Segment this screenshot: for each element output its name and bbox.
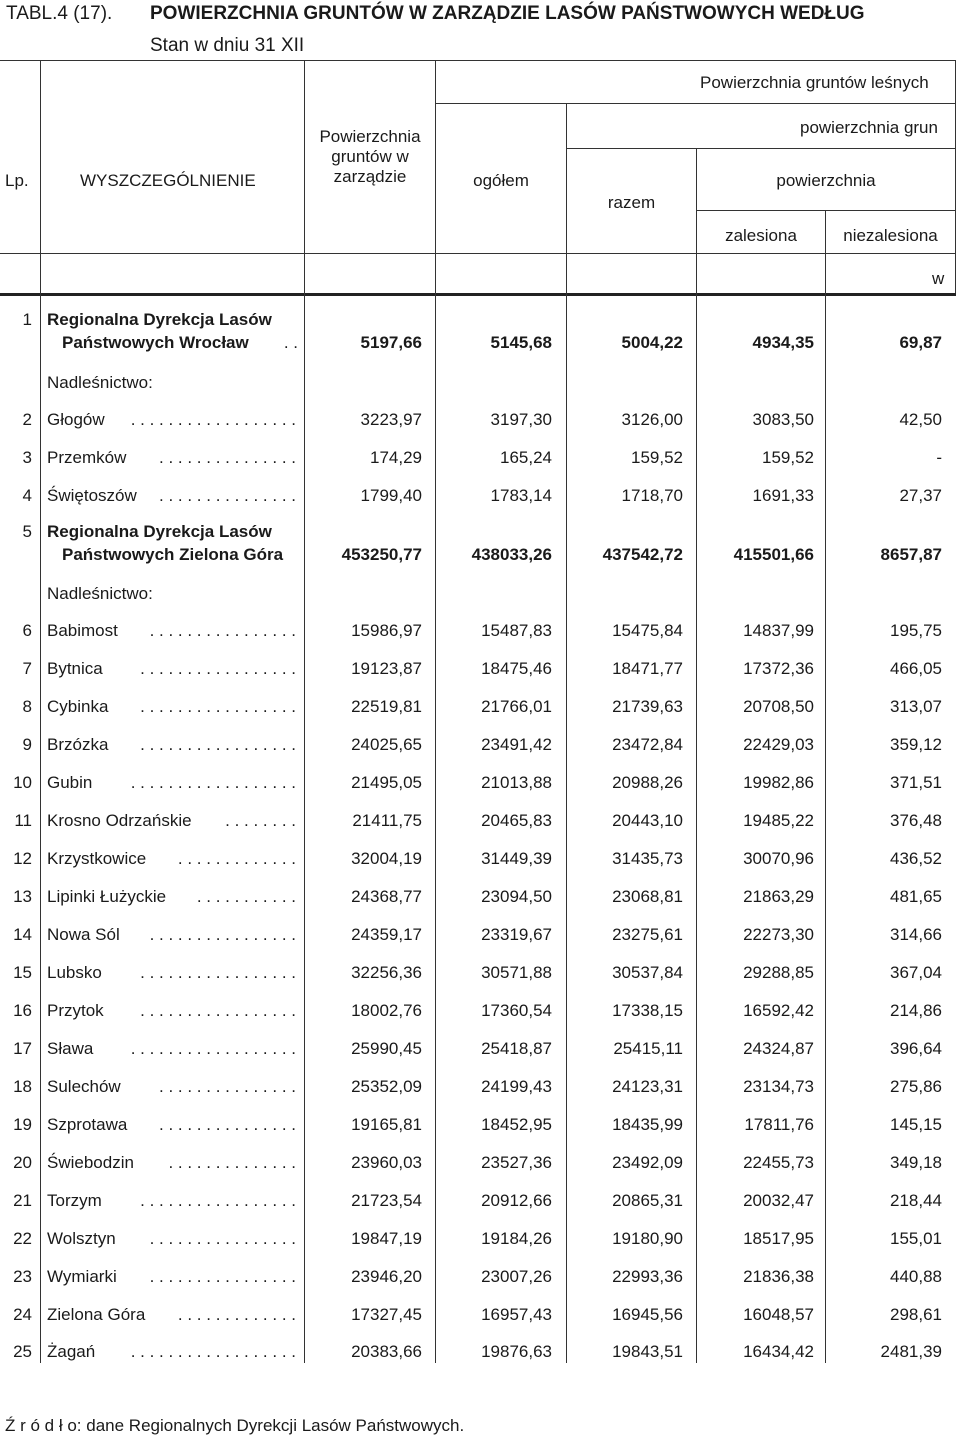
row-leader-dots: . . . . . . . . [225,811,296,830]
header-rule-bottom [0,253,956,254]
table-row [0,1153,960,1175]
row-lp: 23 [13,1267,32,1286]
cell-c3: 20443,10 [612,811,683,830]
cell-c5: 396,64 [890,1039,942,1058]
cell-c5: 8657,87 [880,545,942,564]
header-pow-grun: powierzchnia grun [800,118,938,137]
cell-c4: 18517,95 [743,1229,814,1248]
row-lp: 21 [13,1191,32,1210]
cell-c2: 23527,36 [481,1153,552,1172]
cell-c5: 371,51 [890,773,942,792]
row-leader-dots: . . . . . . . . . . . . . . . . [149,1229,296,1248]
row-leader-dots: . . . . . . . . . . . . . [177,849,296,868]
header-rule-grun [566,148,956,149]
row-lp: 14 [13,925,32,944]
row-lp: 25 [13,1342,32,1361]
cell-c5: 145,15 [890,1115,942,1134]
cell-c3: 20988,26 [612,773,683,792]
cell-c2: 31449,39 [481,849,552,868]
cell-c1: 19847,19 [351,1229,422,1248]
header-razem: razem [607,193,656,212]
cell-c3: 30537,84 [612,963,683,982]
header-top-rule [0,60,956,61]
cell-c1: 23946,20 [351,1267,422,1286]
cell-c1: 21723,54 [351,1191,422,1210]
cell-c1: 32004,19 [351,849,422,868]
row-lp: 1 [22,310,32,329]
header-zarzadzie-line2: gruntów w [331,147,409,166]
cell-c2: 15487,83 [481,621,552,640]
row-leader-dots: . . . . . . . . . . . . . . [168,1153,296,1172]
table-row [0,410,960,432]
cell-c2: 23491,42 [481,735,552,754]
cell-c3: 21739,63 [612,697,683,716]
header-rule-thick [0,293,956,296]
cell-c5: 436,52 [890,849,942,868]
table-row [0,1001,960,1023]
header-powierzchnia: powierzchnia [776,171,876,190]
cell-c1: 5197,66 [360,333,422,352]
row-name-line2: Państwowych Wrocław [62,333,249,352]
header-niezalesiona: niezalesiona [843,226,938,245]
row-name: Przemków [47,448,127,467]
row-lp: 20 [13,1153,32,1172]
row-name: Żagań [47,1342,96,1361]
cell-c5: 275,86 [890,1077,942,1096]
cell-c2: 16957,43 [481,1305,552,1324]
cell-c5: 359,12 [890,735,942,754]
cell-c3: 19843,51 [612,1342,683,1361]
row-lp: 4 [22,486,32,505]
row-leader-dots: . . . . . . . . . . . . . . . . . [140,1191,296,1210]
row-name: Krosno Odrzańskie [47,811,192,830]
row-lp: 16 [13,1001,32,1020]
cell-c4: 16048,57 [743,1305,814,1324]
cell-c2: 165,24 [500,448,552,467]
cell-c1: 19165,81 [351,1115,422,1134]
cell-c4: 14837,99 [743,621,814,640]
row-lp: 15 [13,963,32,982]
table-row [0,811,960,833]
cell-c2: 25418,87 [481,1039,552,1058]
row-leader-dots: . . . . . . . . . . . . . . . . . . [130,1342,296,1361]
table-row [0,486,960,508]
row-name: Wymiarki [47,1267,117,1286]
row-leader-dots: . . . . . . . . . . . . . . . . . [140,735,296,754]
cell-c1: 23960,03 [351,1153,422,1172]
row-leader-dots: . . . . . . . . . . . [196,887,296,906]
cell-c2: 23007,26 [481,1267,552,1286]
header-rule-pow [696,210,956,211]
header-zalesiona: zalesiona [725,226,797,245]
cell-c2: 438033,26 [471,545,552,564]
row-leader-dots: . . . . . . . . . . . . . . . . . [140,697,296,716]
cell-c5: 155,01 [890,1229,942,1248]
row-leader-dots: . . . . . . . . . . . . . . . . . [140,963,296,982]
row-leader-dots: . . . . . . . . . . . . . . . . . [140,659,296,678]
cell-c1: 17327,45 [351,1305,422,1324]
table-row [0,1191,960,1213]
cell-c3: 1718,70 [621,486,683,505]
cell-c2: 23319,67 [481,925,552,944]
row-name: Regionalna Dyrekcja Lasów [47,522,272,541]
row-leader-dots: . . . . . . . . . . . . . . . . [149,1267,296,1286]
cell-c4: 20708,50 [743,697,814,716]
cell-c2: 19876,63 [481,1342,552,1361]
cell-c5: 481,65 [890,887,942,906]
row-leader-dots: . . . . . . . . . . . . . . . [159,486,296,505]
cell-c3: 18435,99 [612,1115,683,1134]
table-row [0,1039,960,1061]
cell-c3: 25415,11 [613,1039,683,1058]
row-lp: 8 [22,697,32,716]
table-row [0,773,960,795]
row-name: Krzystkowice [47,849,147,868]
cell-c4: 22273,30 [743,925,814,944]
row-leader-dots: . . . . . . . . . . . . . . . [159,1077,296,1096]
row-lp: 18 [13,1077,32,1096]
header-lesnych: Powierzchnia gruntów leśnych [700,73,929,92]
cell-c4: 20032,47 [743,1191,814,1210]
row-lp: 11 [14,811,32,830]
row-name: Zielona Góra [47,1305,146,1324]
cell-c5: 69,87 [899,333,942,352]
cell-c4: 16592,42 [743,1001,814,1020]
row-name: Świętoszów [47,486,137,505]
cell-c1: 24368,77 [351,887,422,906]
row-lp: 7 [22,659,32,678]
row-name: Szprotawa [47,1115,128,1134]
cell-c1: 453250,77 [341,545,422,564]
cell-c5: 214,86 [890,1001,942,1020]
cell-c1: 19123,87 [351,659,422,678]
cell-c2: 24199,43 [481,1077,552,1096]
cell-c3: 3126,00 [621,410,683,429]
cell-c2: 20465,83 [481,811,552,830]
row-name: Regionalna Dyrekcja Lasów [47,310,272,329]
table-row [0,963,960,985]
row-name: Głogów [47,410,105,429]
cell-c5: 313,07 [890,697,942,716]
header-wyszczegolnienie: WYSZCZEGÓLNIENIE [80,171,256,190]
table-row [0,659,960,681]
row-name: Wolsztyn [47,1229,116,1248]
table-row [0,925,960,947]
row-leader-dots: . . . . . . . . . . . . . . . [159,448,296,467]
cell-c2: 19184,26 [481,1229,552,1248]
row-name: Sława [47,1039,94,1058]
header-ogolem: ogółem [473,171,529,190]
cell-c3: 31435,73 [612,849,683,868]
cell-c1: 25352,09 [351,1077,422,1096]
cell-c5: 314,66 [890,925,942,944]
cell-c4: 3083,50 [752,410,814,429]
header-rule-lesnych [435,103,956,104]
header-unit: w [932,269,945,288]
cell-c5: 42,50 [899,410,942,429]
row-lp: 9 [22,735,32,754]
header-zarzadzie-line1: Powierzchnia [319,127,421,146]
cell-c2: 21013,88 [481,773,552,792]
row-leader-dots: . . . . . . . . . . . . . . . . [149,621,296,640]
cell-c3: 437542,72 [602,545,683,564]
cell-c5: 440,88 [890,1267,942,1286]
cell-c5: 466,05 [890,659,942,678]
table-number: TABL.4 (17). [6,3,113,24]
cell-c4: 17372,36 [743,659,814,678]
cell-c2: 17360,54 [481,1001,552,1020]
source-note: Ź r ó d ł o: dane Regionalnych Dyrekcji Lasów Państwowych. [5,1416,465,1435]
cell-c3: 19180,90 [612,1229,683,1248]
row-leader-dots: . . . . . . . . . . . . . . . . . . [130,773,296,792]
cell-c3: 5004,22 [621,333,683,352]
header-lp: Lp. [5,171,29,190]
cell-c3: 17338,15 [612,1001,683,1020]
cell-c1: 24025,65 [351,735,422,754]
cell-c1: 21495,05 [351,773,422,792]
row-leader-dots: . . . . . . . . . . . . . . . . . . [130,410,296,429]
row-name: Lubsko [47,963,102,982]
row-leader-dots: . . . . . . . . . . . . . . . . . [140,1001,296,1020]
section-label: Nadleśnictwo: [47,373,153,392]
table-row [0,310,960,352]
row-leader-dots: . . . . . . . . . . . . . . . . . . [130,1039,296,1058]
header-zarzadzie-line3: zarządzie [333,167,407,186]
row-leader-dots: . . . . . . . . . . . . . . . . [149,925,296,944]
cell-c2: 1783,14 [490,486,552,505]
cell-c4: 29288,85 [743,963,814,982]
cell-c3: 16945,56 [612,1305,683,1324]
row-name: Cybinka [47,697,109,716]
row-lp: 24 [13,1305,32,1324]
row-name: Przytok [47,1001,104,1020]
cell-c3: 23492,09 [612,1153,683,1172]
cell-c1: 32256,36 [351,963,422,982]
cell-c2: 3197,30 [490,410,552,429]
cell-c3: 23275,61 [612,925,683,944]
table-row [0,1229,960,1251]
table-subtitle: Stan w dniu 31 XII [150,35,305,56]
cell-c5: - [936,448,942,467]
header-zarzadzie [305,127,435,187]
table-title: POWIERZCHNIA GRUNTÓW W ZARZĄDZIE LASÓW PAŃSTWOWYCH WEDŁUG [150,3,865,24]
cell-c1: 18002,76 [351,1001,422,1020]
cell-c1: 22519,81 [351,697,422,716]
cell-c3: 23472,84 [612,735,683,754]
row-name: Gubin [47,773,93,792]
cell-c2: 18475,46 [481,659,552,678]
table-row [0,697,960,719]
cell-c4: 4934,35 [752,333,814,352]
table-row [0,849,960,871]
table-row [0,1077,960,1099]
cell-c5: 349,18 [890,1153,942,1172]
row-lp: 22 [13,1229,32,1248]
row-name-line2: Państwowych Zielona Góra [62,545,284,564]
cell-c4: 159,52 [762,448,814,467]
row-name: Nowa Sól [47,925,120,944]
row-lp: 19 [13,1115,32,1134]
row-lp: 13 [13,887,32,906]
table-row [0,1115,960,1137]
cell-c1: 25990,45 [351,1039,422,1058]
row-leader-dots: . . . . . . . . . . . . . . . [159,1115,296,1134]
row-lp: 10 [13,773,32,792]
row-name: Babimost [47,621,118,640]
cell-c5: 195,75 [890,621,942,640]
row-name: Brzózka [47,735,109,754]
cell-c3: 20865,31 [612,1191,683,1210]
row-name: Lipinki Łużyckie [47,887,167,906]
row-leader-dots: . . [283,333,298,352]
cell-c1: 15986,97 [351,621,422,640]
table-row [0,1342,960,1364]
cell-c5: 218,44 [890,1191,942,1210]
cell-c5: 27,37 [899,486,942,505]
cell-c4: 1691,33 [752,486,814,505]
cell-c4: 16434,42 [743,1342,814,1361]
table-row [0,621,960,643]
cell-c1: 3223,97 [360,410,422,429]
cell-c3: 18471,77 [612,659,683,678]
cell-c4: 17811,76 [744,1115,814,1134]
table-row [0,1305,960,1327]
cell-c3: 23068,81 [612,887,683,906]
table-row [0,522,960,564]
table-row [0,887,960,909]
col-divider-right [955,61,956,293]
cell-c5: 298,61 [890,1305,942,1324]
row-name: Torzym [47,1191,102,1210]
table-row [0,1267,960,1289]
row-name: Bytnica [47,659,103,678]
row-name: Świebodzin [47,1153,134,1172]
cell-c2: 23094,50 [481,887,552,906]
cell-c4: 23134,73 [743,1077,814,1096]
row-leader-dots: . . . . . . . . . . . . . [177,1305,296,1324]
cell-c2: 5145,68 [490,333,552,352]
cell-c2: 20912,66 [481,1191,552,1210]
table-row [0,735,960,757]
cell-c4: 21863,29 [743,887,814,906]
row-lp: 17 [13,1039,32,1058]
cell-c1: 21411,75 [352,811,422,830]
cell-c5: 376,48 [890,811,942,830]
table-row [0,448,960,470]
row-lp: 6 [22,621,32,640]
cell-c4: 21836,38 [743,1267,814,1286]
cell-c4: 19485,22 [743,811,814,830]
cell-c4: 415501,66 [733,545,814,564]
cell-c2: 30571,88 [481,963,552,982]
cell-c3: 24123,31 [612,1077,683,1096]
cell-c4: 19982,86 [743,773,814,792]
row-name: Sulechów [47,1077,121,1096]
cell-c3: 159,52 [631,448,683,467]
cell-c3: 15475,84 [612,621,683,640]
row-lp: 3 [22,448,32,467]
row-lp: 12 [13,849,32,868]
cell-c5: 2481,39 [880,1342,942,1361]
cell-c4: 24324,87 [743,1039,814,1058]
cell-c4: 22429,03 [743,735,814,754]
cell-c2: 18452,95 [481,1115,552,1134]
cell-c5: 367,04 [890,963,942,982]
section-label: Nadleśnictwo: [47,584,153,603]
cell-c1: 20383,66 [351,1342,422,1361]
cell-c1: 174,29 [370,448,422,467]
cell-c1: 24359,17 [351,925,422,944]
cell-c3: 22993,36 [612,1267,683,1286]
cell-c4: 30070,96 [743,849,814,868]
row-lp: 2 [22,410,32,429]
cell-c1: 1799,40 [360,486,422,505]
cell-c2: 21766,01 [481,697,552,716]
row-lp: 5 [22,522,32,541]
cell-c4: 22455,73 [743,1153,814,1172]
